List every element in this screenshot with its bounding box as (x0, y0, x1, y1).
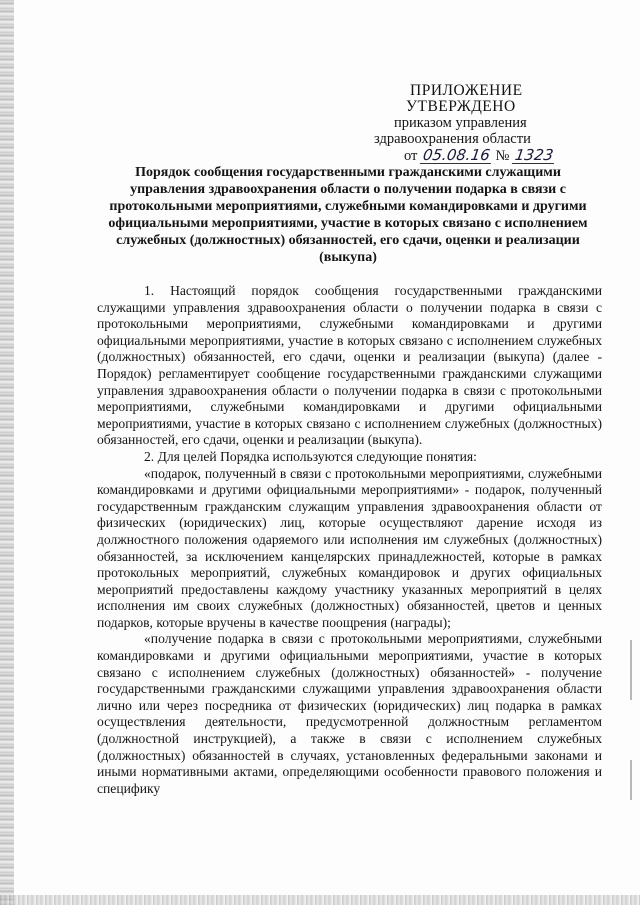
approval-approved: УТВЕРЖДЕНО (406, 98, 516, 115)
approval-heading: ПРИЛОЖЕНИЕ (410, 82, 523, 99)
scan-speck (630, 760, 632, 800)
scan-edge-bottom (0, 895, 640, 905)
approval-order-line1: приказом управления (394, 115, 527, 131)
scan-speck (630, 640, 632, 700)
approval-order-line2: здравоохранения области (374, 131, 531, 147)
date-prefix: от (404, 148, 418, 164)
approval-date-line (372, 147, 572, 164)
paragraph-4: «получение подарка в связи с протокольными мероприятиями, служебными командировками и другими официальными мероприятиями, участие в которых связано с исполнением служебных (должностных) обязанностей» - получение государственными гражданскими служащими управления здравоохранения области лично или через посредника от физических (юридических) лиц подарка в рамках осуществления деятельности, предусмотренной должностным регламентом (должностной инструкцией), а также в связи с исполнением служебных (должностных) обязанностей в случаях, установленных федеральными законами и иными нормативными актами, определяющими особенности правового положения и специфику (97, 631, 602, 796)
document-title: Порядок сообщения государственными гражданскими служащими управления здравоохранения области о получении подарка в связи с протокольными мероприятиями, служебными командировками и другими официальными мероприятиями, участие в которых связано с исполнением служебных (должностных) обязанностей, его сдачи, оценки и реализации (выкупа) (108, 165, 588, 265)
scan-edge-left (0, 0, 14, 905)
handwritten-number: 1323 (513, 146, 555, 164)
paragraph-3: «подарок, полученный в связи с протокольными мероприятиями, служебными командировками и другими официальными мероприятиями» - подарок, полученный государственным гражданским служащим управления здравоохранения области от физических (юридических) лиц, которые осуществляют дарение исходя из должностного положения одаряемого или исполнения им служебных (должностных) обязанностей, за исключением канцелярских принадлежностей, которые в рамках протокольных мероприятий, служебных командировок и других официальных мероприятий предоставлены каждому участнику указанных мероприятий в целях исполнения им своих служебных (должностных) обязанностей, цветов и ценных подарков, которые вручены в качестве поощрения (награды); (97, 465, 602, 630)
paragraph-1: 1. Настоящий порядок сообщения государственными гражданскими служащими управления здравоохранения области о получении подарка в связи с протокольными мероприятиями, служебными командировками и другими официальными мероприятиями, участие в которых связано с исполнением служебных (должностных) обязанностей, его сдачи, оценки и реализации (выкупа) (далее - Порядок) регламентирует сообщение государственными гражданскими служащими управления здравоохранения области о получении подарка в связи с протокольными мероприятиями, служебными командировками и другими официальными мероприятиями, участие в которых связано с исполнением служебных (должностных) обязанностей, его сдачи, оценки и реализации (выкупа). (97, 283, 602, 448)
document-body (97, 283, 602, 797)
number-prefix: № (495, 148, 510, 164)
paragraph-2: 2. Для целей Порядка используются следующие понятия: (144, 448, 477, 464)
approval-block (372, 83, 572, 164)
handwritten-date: 05.08.16 (421, 146, 492, 164)
